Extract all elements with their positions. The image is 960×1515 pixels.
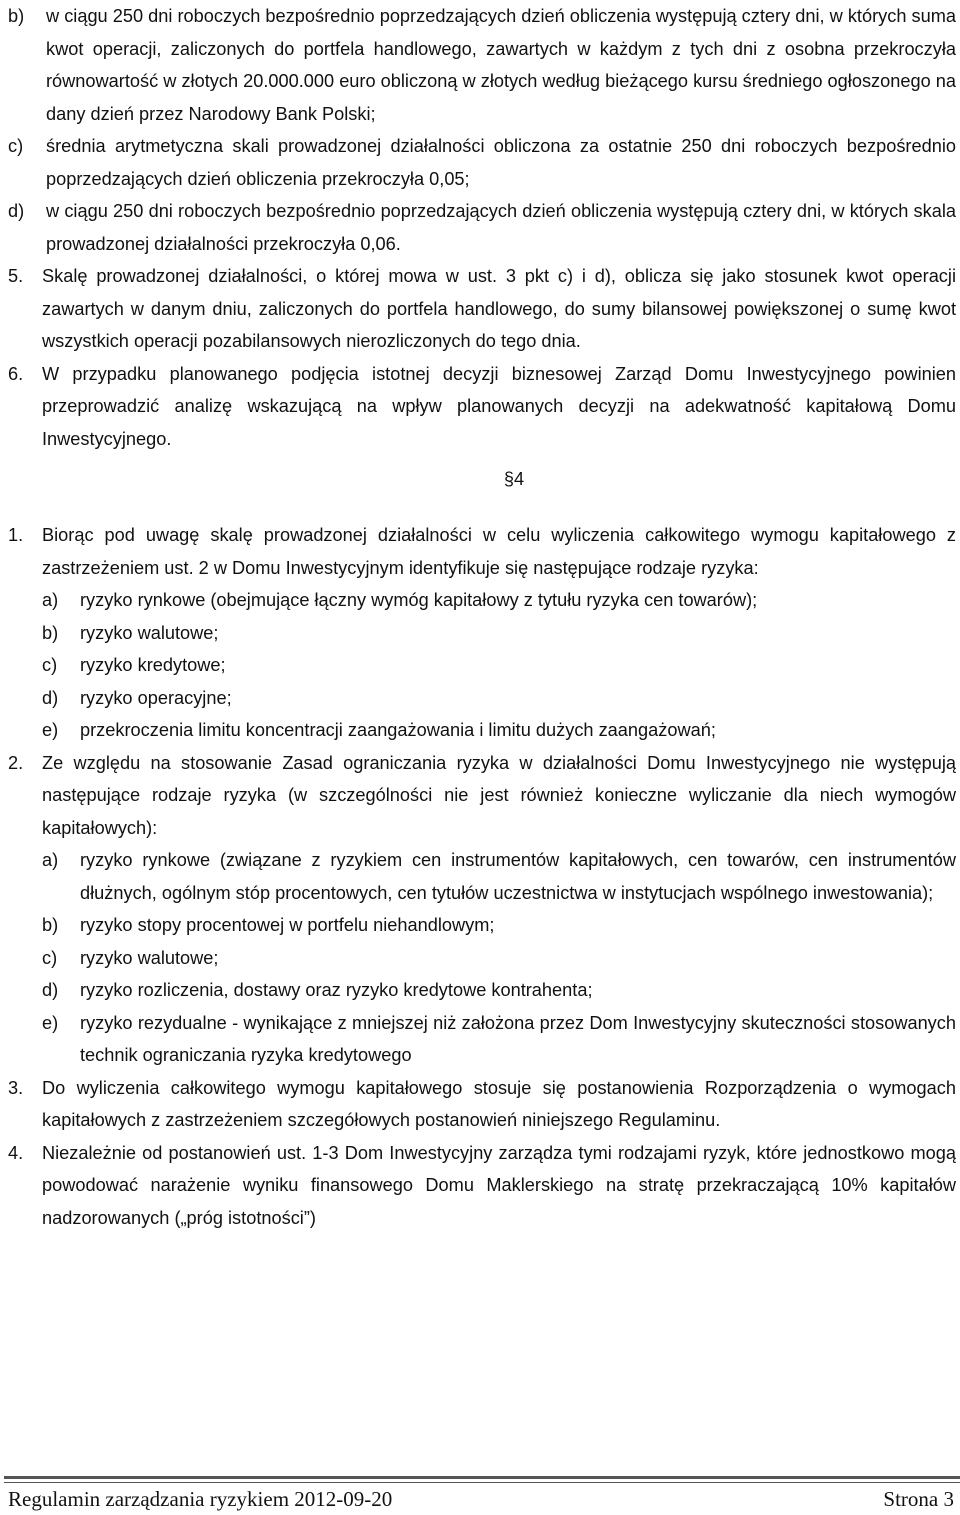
- item-marker: c): [42, 947, 58, 968]
- item-text: ryzyko stopy procentowej w portfelu niehandlowym;: [80, 915, 495, 935]
- paragraph-marker: 3.: [8, 1077, 24, 1098]
- footer-divider: [4, 1476, 960, 1479]
- list-item: [8, 974, 956, 1007]
- item-text: ryzyko rozliczenia, dostawy oraz ryzyko kredytowe kontrahenta;: [80, 980, 593, 1000]
- paragraph-5: [8, 260, 956, 358]
- list-item: [8, 714, 956, 747]
- item-text: przekroczenia limitu koncentracji zaangażowania i limitu dużych zaangażowań;: [80, 720, 716, 740]
- list-item: [8, 649, 956, 682]
- item-marker: b): [42, 622, 59, 643]
- footer-page-number: Strona 3: [883, 1486, 954, 1511]
- section-heading: [8, 455, 956, 519]
- item-text: w ciągu 250 dni roboczych bezpośrednio poprzedzających dzień obliczenia występują cztery dni, w których skala prowadzonej działalności przekroczyła 0,06.: [46, 201, 956, 254]
- item-marker: e): [42, 1012, 59, 1033]
- item-marker: e): [42, 720, 59, 740]
- item-text: ryzyko walutowe;: [80, 622, 219, 643]
- item-text: ryzyko walutowe;: [80, 947, 219, 968]
- paragraph-text: Ze względu na stosowanie Zasad ograniczania ryzyka w działalności Domu Inwestycyjnego nie występują następujące rodzaje ryzyka (w szczególności nie jest również konieczne wyliczanie dla niech wymogów kapitałowych):: [42, 752, 956, 838]
- list-item: [8, 682, 956, 715]
- paragraph-text: Skalę prowadzonej działalności, o której mowa w ust. 3 pkt c) i d), oblicza się jako stosunek kwot operacji zawartych w danym dniu, zaliczonych do portfela handlowego, do sumy bilansowej powiększonej o sumę kwot wszystkich operacji pozabilansowych nierozliczonych do tego dnia.: [42, 266, 956, 351]
- paragraph-marker: 2.: [8, 752, 24, 773]
- paragraph-1: [8, 519, 956, 584]
- paragraph-2: [8, 747, 956, 845]
- item-marker: c): [8, 136, 24, 156]
- paragraph-text: Do wyliczenia całkowitego wymogu kapitałowego stosuje się postanowienia Rozporządzenia o wymogach kapitałowych z zastrzeżeniem szczegółowych postanowień niniejszego Regulaminu.: [42, 1077, 956, 1130]
- item-marker: a): [42, 590, 59, 610]
- document-body: [8, 0, 956, 1234]
- item-text: ryzyko rezydualne - wynikające z mniejszej niż założona przez Dom Inwestycyjny skuteczności stosowanych technik ograniczania ryzyka kredytowego: [80, 1012, 956, 1065]
- list-item: [8, 1007, 956, 1072]
- item-marker: a): [42, 850, 59, 870]
- paragraph-text: W przypadku planowanego podjęcia istotnej decyzji biznesowej Zarząd Domu Inwestycyjnego powinien przeprowadzić analizę wskazującą na wpływ planowanych decyzji na adekwatność kapitałową Domu Inwestycyjnego.: [42, 363, 956, 449]
- paragraph-4: [8, 1137, 956, 1235]
- list-item: [8, 195, 956, 260]
- list-item: [8, 584, 956, 617]
- list-item: [8, 130, 956, 195]
- paragraph-marker: 6.: [8, 363, 24, 384]
- footer-document-title: Regulamin zarządzania ryzykiem 2012-09-20: [8, 1486, 393, 1511]
- paragraph-text: Biorąc pod uwagę skalę prowadzonej działalności w celu wyliczenia całkowitego wymogu kapitałowego z zastrzeżeniem ust. 2 w Domu Inwestycyjnym identyfikuje się następujące rodzaje ryzyka:: [42, 525, 956, 578]
- item-marker: d): [8, 201, 25, 221]
- paragraph-marker: 4.: [8, 1142, 24, 1163]
- page-footer: [8, 1485, 954, 1513]
- paragraph-marker: 5.: [8, 266, 24, 286]
- item-marker: b): [42, 915, 59, 935]
- item-marker: b): [8, 6, 25, 26]
- item-marker: d): [42, 980, 59, 1000]
- item-text: ryzyko rynkowe (obejmujące łączny wymóg kapitałowy z tytułu ryzyka cen towarów);: [80, 590, 758, 610]
- list-item: [8, 942, 956, 975]
- item-marker: c): [42, 655, 58, 675]
- item-marker: d): [42, 687, 59, 708]
- section-number: §4: [503, 469, 525, 489]
- paragraph-text: Niezależnie od postanowień ust. 1-3 Dom Inwestycyjny zarządza tymi rodzajami ryzyk, które jednostkowo mogą powodować narażenie wyniku finansowego Domu Maklerskiego na stratę przekraczającą 10% kapitałów nadzorowanych („próg istotności”): [42, 1142, 956, 1228]
- item-text: średnia arytmetyczna skali prowadzonej działalności obliczona za ostatnie 250 dni roboczych bezpośrednio poprzedzających dzień obliczenia przekroczyła 0,05;: [46, 136, 956, 189]
- paragraph-3: [8, 1072, 956, 1137]
- paragraph-6: [8, 358, 956, 456]
- list-item: [8, 844, 956, 909]
- item-text: ryzyko operacyjne;: [80, 687, 232, 708]
- list-item: [8, 0, 956, 130]
- footer-divider-thin: [4, 1482, 960, 1483]
- item-text: w ciągu 250 dni roboczych bezpośrednio poprzedzających dzień obliczenia występują cztery dni, w których suma kwot operacji, zaliczonych do portfela handlowego, zawartych w każdym z tych dni z osobna przekroczyła równowartość w złotych 20.000.000 euro obliczoną w złotych według bieżącego kursu średniego ogłoszonego na dany dzień przez Narodowy Bank Polski;: [46, 6, 956, 124]
- paragraph-marker: 1.: [8, 525, 24, 545]
- list-item: [8, 617, 956, 650]
- item-text: ryzyko rynkowe (związane z ryzykiem cen instrumentów kapitałowych, cen towarów, cen instrumentów dłużnych, ogólnym stóp procentowych, cen tytułów uczestnictwa w instytucjach wspólnego inwestowania);: [80, 850, 956, 903]
- list-item: [8, 909, 956, 942]
- item-text: ryzyko kredytowe;: [80, 655, 226, 675]
